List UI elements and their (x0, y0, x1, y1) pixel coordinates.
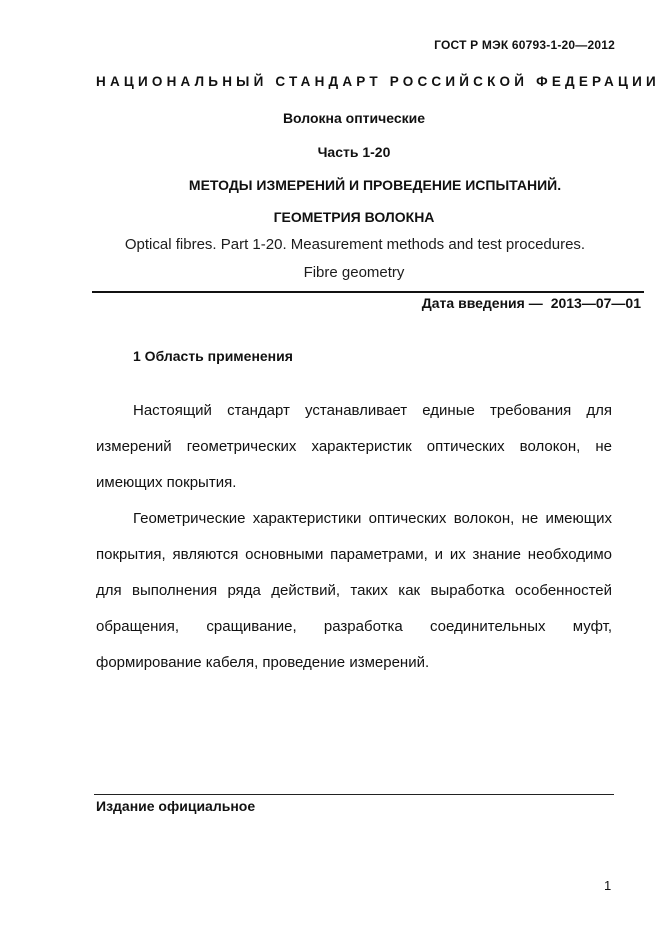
title-divider (92, 291, 644, 293)
english-title-line-1: Optical fibres. Part 1-20. Measurement methods and test procedures. (124, 236, 586, 253)
section-heading: 1 Область применения (133, 348, 293, 364)
official-edition-label: Издание официальное (96, 798, 256, 814)
english-title-line-2: Fibre geometry (303, 264, 405, 281)
footer-divider (94, 794, 614, 795)
introduction-date-label: Дата введения — (421, 295, 543, 311)
part-number: Часть 1-20 (317, 144, 391, 160)
document-code: ГОСТ Р МЭК 60793-1-20—2012 (434, 38, 615, 52)
paragraph-1: Настоящий стандарт устанавливает единые требования для измерений геометрических характеристик оптических волокон, не имеющих покрытия. (96, 402, 612, 491)
page-number: 1 (604, 878, 612, 893)
geometry-title: ГЕОМЕТРИЯ ВОЛОКНА (273, 209, 435, 225)
introduction-date-value: 2013—07—01 (550, 295, 641, 311)
national-standard-heading: НАЦИОНАЛЬНЫЙ СТАНДАРТ РОССИЙСКОЙ ФЕДЕРАЦИИ (96, 74, 660, 89)
paragraph-2: Геометрические характеристики оптических волокон, не имеющих покрытия, являются основными параметрами, и их знание необходимо для выполнения ряда действий, таких как выработка особенностей обращения, сращивание, разработка соединительных муфт, формирование кабеля, проведение измерений. (96, 510, 612, 671)
introduction-date (422, 295, 641, 311)
methods-title: МЕТОДЫ ИЗМЕРЕНИЙ И ПРОВЕДЕНИЕ ИСПЫТАНИЙ. (188, 177, 562, 193)
title-russian: Волокна оптические (282, 110, 426, 126)
